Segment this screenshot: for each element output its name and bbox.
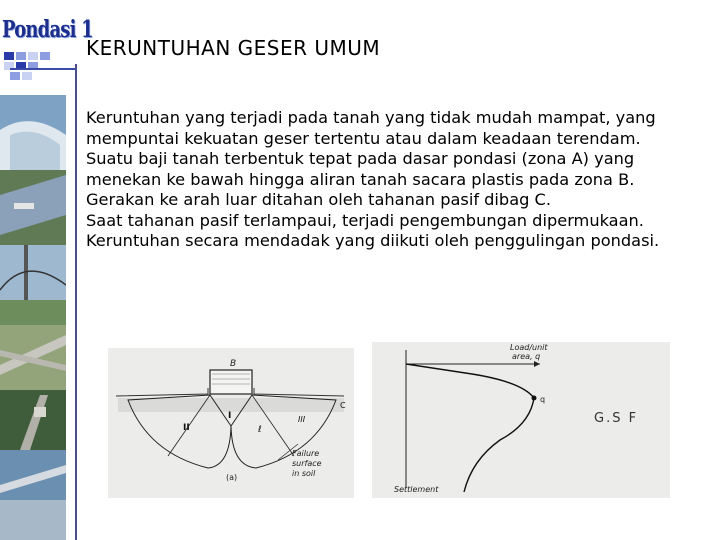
failure-label-line-2: surface	[292, 459, 322, 468]
photo-strip	[0, 95, 66, 540]
logo	[2, 8, 93, 52]
decorative-squares	[0, 50, 80, 90]
point-label: q	[540, 395, 546, 404]
load-settlement-figure	[372, 342, 670, 498]
waterfall-photo	[0, 95, 66, 170]
figure-caption: (a)	[226, 473, 238, 482]
axis-label-line-1: Load/unit	[510, 343, 548, 352]
dam-photo	[0, 450, 66, 540]
legend-text: G.S F	[594, 411, 639, 426]
label-c: C	[340, 401, 346, 410]
vertical-divider	[75, 64, 77, 540]
label-zone-2: II	[183, 423, 190, 433]
failure-label-line-1: Failure	[292, 449, 320, 458]
body-text	[86, 108, 696, 252]
airport-photo	[0, 325, 66, 390]
bridge-photo	[0, 245, 66, 325]
axis-label-line-2: area, q	[512, 352, 541, 361]
paragraph-2: Suatu baji tanah terbentuk tepat pada dasar pondasi (zona A) yang menekan ke bawah hingga aliran tanah sacara plastis pada zona B. Gerakan ke arah luar ditahan oleh tahanan pasif dibag C.	[86, 149, 635, 209]
settlement-label: Settlement	[394, 485, 439, 494]
label-psi: ℓ	[258, 425, 262, 435]
harbor-photo	[0, 170, 66, 245]
logo-text: Pondasi 1	[2, 16, 93, 43]
railway-photo	[0, 390, 66, 450]
label-b: B	[230, 359, 237, 369]
paragraph-3: Saat tahanan pasif terlampaui, terjadi pengembungan dipermukaan. Keruntuhan secara mendadak yang diikuti oleh penggulingan pondasi.	[86, 210, 660, 250]
footing	[210, 370, 252, 394]
paragraph-1: Keruntuhan yang terjadi pada tanah yang tidak mudah mampat, yang mempuntai kekuatan geser tertentu atau dalam keadaan terendam.	[86, 108, 656, 148]
slide-title: KERUNTUHAN GESER UMUM	[86, 36, 381, 60]
failure-zones-figure	[108, 348, 354, 498]
label-zone-3: III	[298, 415, 306, 424]
label-zone-1: I	[228, 411, 232, 421]
ultimate-load-point	[532, 396, 537, 401]
failure-label-line-3: in soil	[292, 469, 316, 478]
title-underline	[10, 68, 76, 70]
